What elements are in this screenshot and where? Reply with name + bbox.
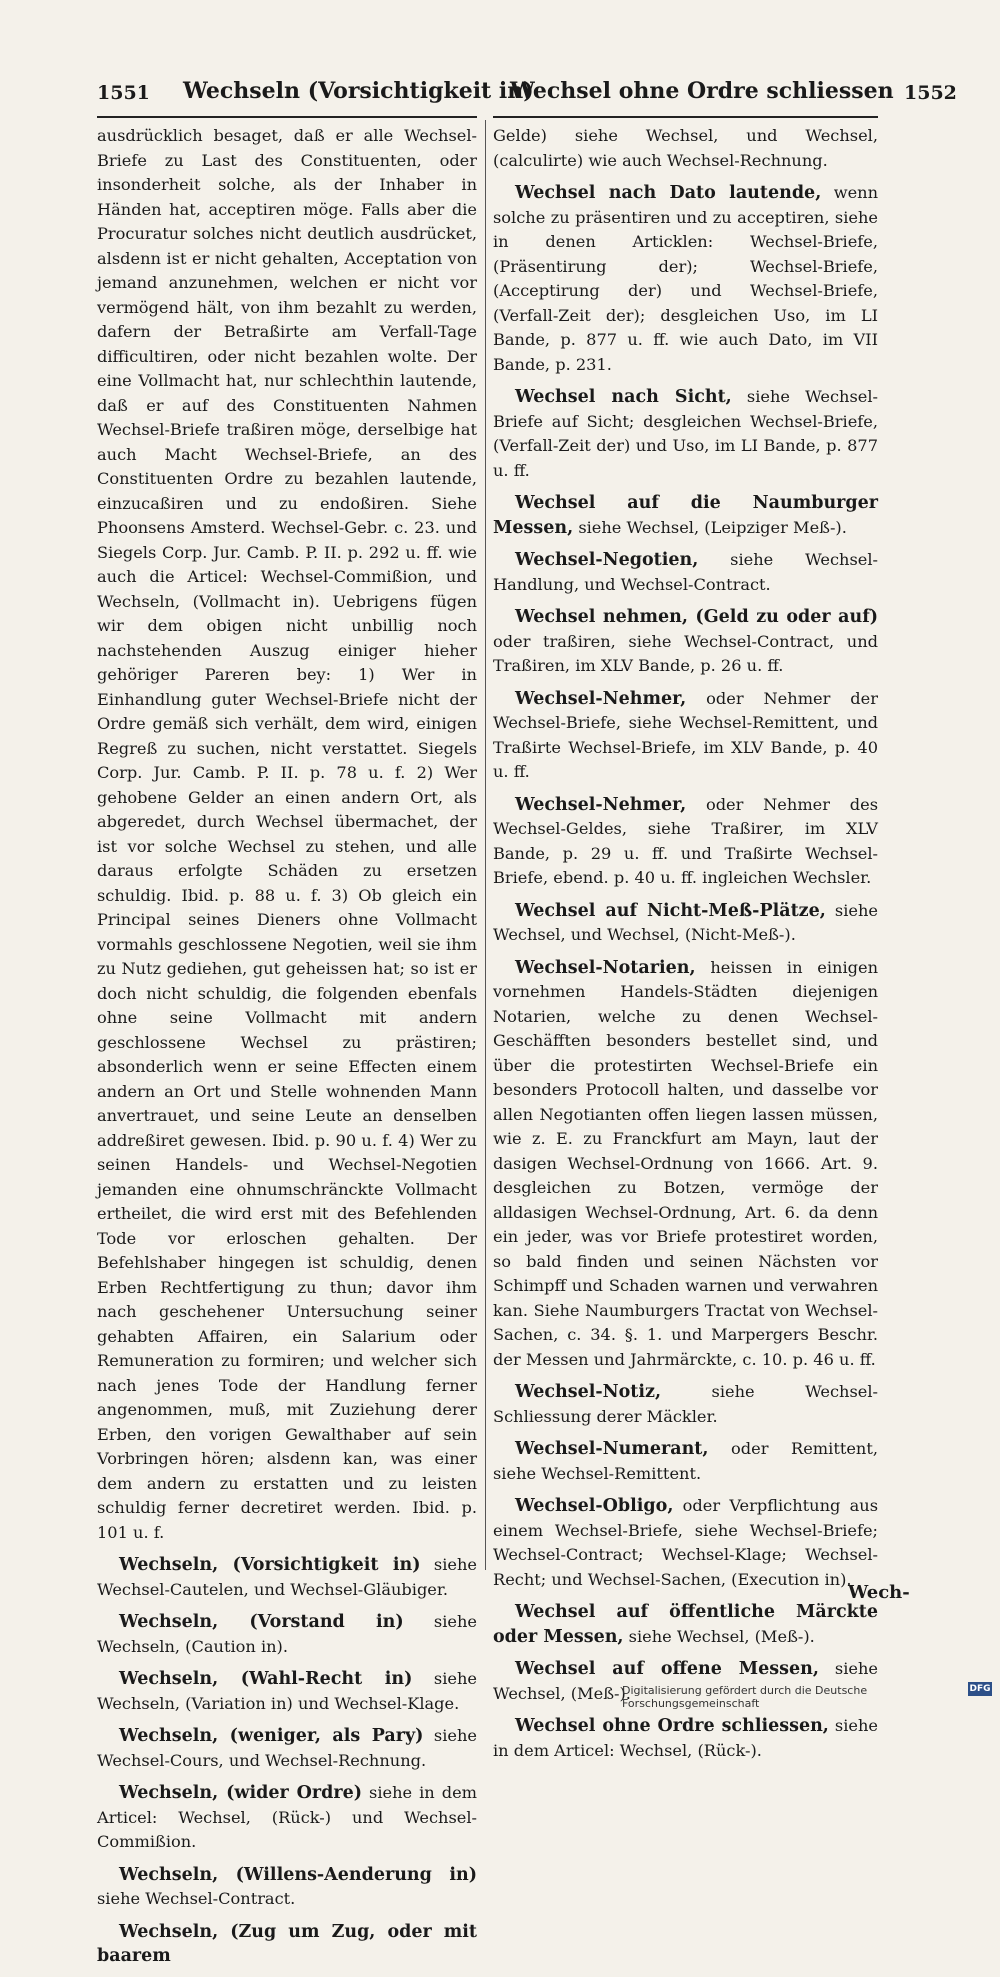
running-head-right: Wechsel ohne Ordre schliessen [510, 78, 894, 104]
header-rule-right [493, 116, 878, 118]
entry-headword: Wechseln, (wider Ordre) [119, 1783, 363, 1803]
entry-headword: Wechsel-Notiz, [515, 1382, 662, 1402]
entry-headword: Wechsel auf Nicht-Meß-Plätze, [515, 900, 826, 921]
digitization-credit: Digitalisierung gefördert durch die Deutsche Forschungsgemeinschaft [622, 1684, 868, 1710]
entry-text: siehe Wechsel, (Meß-). [623, 1626, 815, 1646]
entry-text: siehe Wechsel, (Leipziger Meß-). [573, 517, 847, 537]
entry-text: siehe in dem Articel: Wechsel, (Rück-) und Wechsel-Commißion. [97, 1783, 477, 1851]
lexicon-entry [493, 1600, 878, 1649]
catchword: Wech- [848, 1582, 910, 1603]
left-column [97, 124, 477, 1977]
lexicon-entry [97, 1920, 477, 1969]
entry-text: oder traßiren, siehe Wechsel-Contract, und Traßiren, im XLV Bande, p. 26 u. ff. [493, 631, 878, 675]
entry-headword: Wechseln, (Vorstand in) [119, 1612, 404, 1632]
entry-headword: Wechseln, (Willens-Aenderung in) [119, 1864, 477, 1885]
entry-headword: Wechsel-Numerant, [515, 1439, 709, 1459]
right-column [493, 124, 878, 1771]
entry-headword: Wechseln, (weniger, als Pary) [119, 1726, 424, 1746]
lexicon-entry [493, 1437, 878, 1486]
lexicon-entry [493, 1380, 878, 1429]
entry-text: siehe Wechsel-Briefe auf Sicht; desgleichen Wechsel-Briefe, (Verfall-Zeit der) und Uso, im LI Bande, p. 877 u. ff. [493, 387, 878, 480]
entry-headword: Wechsel auf öffentliche Märckte oder Messen, [493, 1602, 878, 1647]
lexicon-entry [493, 793, 878, 891]
entry-text: Gelde) siehe Wechsel, und Wechsel, (calculirte) wie auch Wechsel-Rechnung. [493, 126, 878, 170]
page-number-left: 1551 [97, 82, 150, 104]
entry-text: siehe Wechsel, (Meß-). [493, 1659, 878, 1703]
entry-text: siehe Wechsel-Schliessung derer Mäckler. [493, 1382, 878, 1426]
entry-text: siehe Wechseln, (Variation in) und Wechsel-Klage. [97, 1669, 477, 1713]
entry-text: wenn solche zu präsentiren und zu acceptiren, siehe in denen Articklen: Wechsel-Briefe, (Präsentirung der); Wechsel-Briefe, (Acceptirung der) und Wechsel-Briefe, (Verfall-Zeit der); desgleichen Uso, im LI Bande, p. 877 u. ff. wie auch Dato, im VII Bande, p. 231. [493, 183, 878, 374]
lexicon-entry [493, 491, 878, 540]
entry-text: ausdrücklich besaget, daß er alle Wechsel-Briefe zu Last des Constituenten, oder insonderheit solche, als der Inhaber in Händen hat, acceptiren möge. Falls aber die Procuratur solches nicht deutlich ausdrücket, alsdenn ist er nicht gehalten, Acceptation von jemand anzunehmen, welchen er nicht vor vermögend hält, von ihm bezahlt zu werden, dafern der Betraßirte am Verfall-Tage difficultiren, oder nicht bezahlen wolte. Der eine Vollmacht hat, nur schlechthin lautende, daß er auf des Constituenten Nahmen Wechsel-Briefe traßiren möge, derselbige hat auch Macht Wechsel-Briefe, an des Constituenten Ordre zu bezahlen lautende, einzucaßiren und zu endoßiren. Siehe Phoonsens Amsterd. Wechsel-Gebr. c. 23. und Siegels Corp. Jur. Camb. P. II. p. 292 u. ff. wie auch die Articel: Wechsel-Commißion, und Wechseln, (Vollmacht in). Uebrigens fügen wir dem obigen nicht unbillig noch nachstehenden Auszug einiger hieher gehöriger Pareren bey: 1) Wer in Einhandlung guter Wechsel-Briefe nicht der Ordre gemäß sich verhält, dem wird, einigen Regreß zu suchen, nicht verstattet. Siegels Corp. Jur. Camb. P. II. p. 78 u. f. 2) Wer gehobene Gelder an einen andern Ort, als abgeredet, durch Wechsel übermachet, der ist vor solche Wechsel zu stehen, und alle daraus erfolgte Schäden zu ersetzen schuldig. Ibid. p. 88 u. f. 3) Ob gleich ein Principal seines Dieners ohne Vollmacht vormahls geschlossene Negotien, weil sie ihm zu Nutz gediehen, gut geheissen hat; so ist er doch nicht schuldig, die folgenden ebenfals ohne seine Vollmacht mit andern geschlossene Wechsel zu prästiren; absonderlich wenn er seine Effecten einem andern an Ort und Stelle wohnenden Mann anvertrauet, und seine Leute an denselben addreßiret gewesen. Ibid. p. 90 u. f. 4) Wer zu seinen Handels- und Wechsel-Negotien jemanden eine ohnumschränckte Vollmacht ertheilet, die wird erst mit des Befehlenden Tode vor erloschen gehalten. Der Befehlshaber hingegen ist schuldig, denen Erben Rechtfertigung zu thun; davor ihm nach geschehener Untersuchung seiner gehabten Affairen, ein Salarium oder Remuneration zu formiren; und welcher sich nach jenes Tode der Handlung ferner angenommen, muß, mit Zuziehung derer Erben, den vorigen Gewalthaber auf sein Vorbringen hören; alsdenn kan, was einer dem andern zu erstatten und zu leisten schuldig ferner decretiret werden. Ibid. p. 101 u. f. [97, 126, 477, 1542]
lexicon-entry [97, 1863, 477, 1912]
entry-text: oder Nehmer der Wechsel-Briefe, siehe Wechsel-Remittent, und Traßirte Wechsel-Briefe, im XLV Bande, p. 40 u. ff. [493, 688, 878, 781]
lexicon-entry [493, 1494, 878, 1592]
entry-headword: Wechsel auf die Naumburger Messen, [493, 493, 878, 538]
entry-headword: Wechsel nach Sicht, [515, 387, 732, 407]
entry-text: heissen in einigen vornehmen Handels-Städten diejenigen Notarien, welche zu denen Wechsel-Geschäfften besonders bestellet sind, und über die protestirten Wechsel-Briefe ein besonders Protocoll halten, und dasselbe vor allen Negotianten offen liegen lassen müssen, wie z. E. zu Franckfurt am Mayn, laut der dasigen Wechsel-Ordnung von 1666. Art. 9. desgleichen zu Botzen, vermöge der alldasigen Wechsel-Ordnung, Art. 6. da denn ein jeder, was vor Briefe protestiret worden, so bald finden und seinen Nächsten vor Schimpff und Schaden warnen und verwahren kan. Siehe Naumburgers Tractat von Wechsel-Sachen, c. 34. §. 1. und Marpergers Beschr. der Messen und Jahrmärckte, c. 10. p. 46 u. ff. [493, 957, 878, 1369]
column-divider [485, 120, 486, 1570]
lexicon-entry [493, 956, 878, 1373]
entry-text: siehe Wechsel-Cautelen, und Wechsel-Gläubiger. [97, 1555, 478, 1599]
entry-headword: Wechsel-Nehmer, [515, 688, 687, 709]
lexicon-entry [97, 1781, 477, 1855]
entry-headword: Wechsel-Notarien, [515, 957, 696, 978]
lexicon-entry [493, 687, 878, 785]
lexicon-entry [493, 124, 878, 173]
entry-headword: Wechseln, (Vorsichtigkeit in) [119, 1555, 421, 1575]
entry-headword: Wechsel-Nehmer, [515, 794, 687, 815]
lexicon-entry [493, 899, 878, 948]
entry-text: oder Nehmer des Wechsel-Geldes, siehe Traßirer, im XLV Bande, p. 29 u. ff. und Traßirte Wechsel-Briefe, ebend. p. 40 u. ff. ingleichen Wechsler. [493, 794, 878, 887]
entry-headword: Wechsel ohne Ordre schliessen, [515, 1716, 829, 1736]
entry-headword: Wechsel-Negotien, [515, 550, 699, 570]
header-rule-left [97, 116, 477, 118]
entry-text: siehe Wechsel, und Wechsel, (Nicht-Meß-). [493, 900, 878, 944]
lexicon-entry [493, 1714, 878, 1763]
entry-text: siehe Wechsel-Handlung, und Wechsel-Contract. [493, 550, 878, 594]
entry-headword: Wechseln, (Wahl-Recht in) [119, 1669, 413, 1689]
entry-text: oder Verpflichtung aus einem Wechsel-Briefe, siehe Wechsel-Briefe; Wechsel-Contract; Wechsel-Klage; Wechsel-Recht; und Wechsel-Sachen, (Execution in). [493, 1496, 878, 1589]
entry-text: oder Remittent, siehe Wechsel-Remittent. [493, 1439, 878, 1483]
dfg-logo: DFG [969, 1684, 991, 1694]
entry-headword: Wechsel nehmen, (Geld zu oder auf) [515, 607, 878, 627]
lexicon-entry [97, 1553, 477, 1602]
entry-headword: Wechsel auf offene Messen, [515, 1659, 819, 1679]
entry-text: siehe Wechsel-Cours, und Wechsel-Rechnung. [97, 1726, 477, 1770]
lexicon-entry [97, 1667, 477, 1716]
lexicon-entry [493, 181, 878, 377]
lexicon-entry [493, 385, 878, 483]
entry-headword: Wechsel-Obligo, [515, 1496, 674, 1516]
lexicon-entry [97, 124, 477, 1545]
lexicon-entry [97, 1610, 477, 1659]
entry-headword: Wechseln, (Zug um Zug, oder mit baarem [97, 1921, 477, 1966]
entry-text: siehe in dem Articel: Wechsel, (Rück-). [493, 1716, 878, 1760]
running-head-left: Wechseln (Vorsichtigkeit in) [183, 78, 534, 104]
entry-headword: Wechsel nach Dato lautende, [515, 183, 822, 203]
entry-text: siehe Wechseln, (Caution in). [97, 1612, 477, 1656]
lexicon-entry [493, 548, 878, 597]
lexicon-entry [97, 1724, 477, 1773]
entry-text: siehe Wechsel-Contract. [97, 1889, 296, 1908]
page-number-right: 1552 [904, 82, 957, 104]
lexicon-entry [493, 605, 878, 679]
